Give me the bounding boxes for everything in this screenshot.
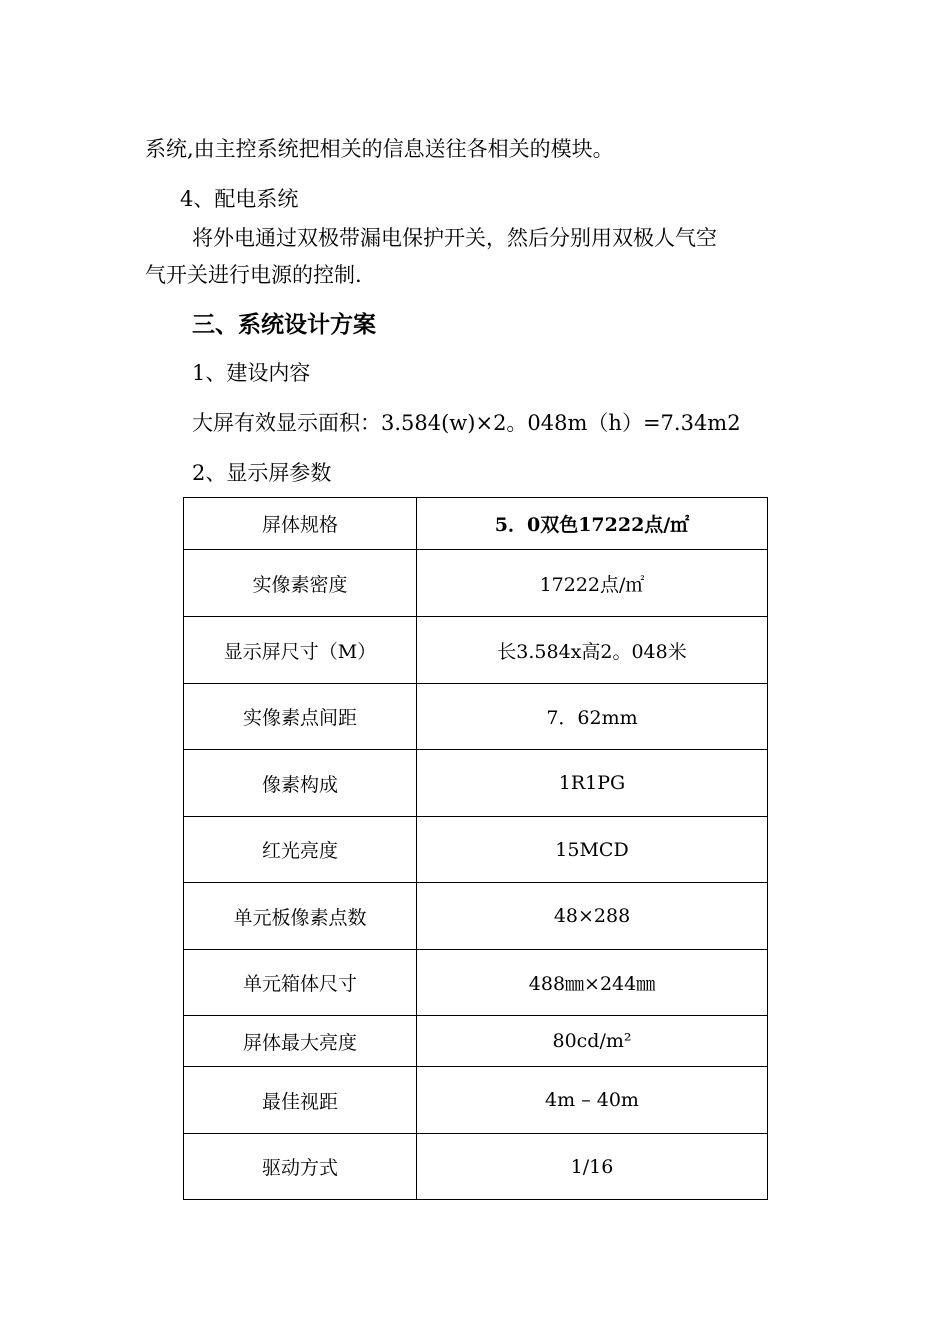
- table-row: [184, 1016, 768, 1067]
- table-cell-label: 屏体规格: [184, 498, 417, 550]
- table-cell-label: 实像素点间距: [184, 684, 417, 750]
- table-cell-value: 15MCD: [417, 817, 768, 883]
- table-cell-value: 7．62mm: [417, 684, 768, 750]
- table-cell-value: 488㎜×244㎜: [417, 950, 768, 1016]
- paragraph-text: 系统,由主控系统把相关的信息送往各相关的模块。: [145, 137, 614, 161]
- section-subheading-params: 2、显示屏参数: [192, 461, 332, 485]
- section-subheading-content: 1、建设内容: [192, 361, 311, 385]
- section-subheading-power: 4、配电系统: [180, 187, 299, 211]
- table-cell-value: 1/16: [417, 1134, 768, 1200]
- table-cell-value: 48×288: [417, 883, 768, 950]
- table-cell-value: 1R1PG: [417, 750, 768, 817]
- table-cell-value: 4m – 40m: [417, 1067, 768, 1134]
- table-cell-label: 显示屏尺寸（M）: [184, 617, 417, 684]
- table-cell-value: 80cd/m²: [417, 1016, 768, 1067]
- parameters-table: [183, 497, 768, 1200]
- table-row: [184, 817, 768, 883]
- table-cell-label: 单元板像素点数: [184, 883, 417, 950]
- table-cell-label: 像素构成: [184, 750, 417, 817]
- table-row: [184, 684, 768, 750]
- table-row: [184, 617, 768, 684]
- table-row: [184, 498, 768, 550]
- table-row: [184, 1134, 768, 1200]
- table-row: [184, 950, 768, 1016]
- paragraph-text: 大屏有效显示面积：3.584(w)×2。048m（h）=7.34m2: [192, 411, 741, 435]
- table-cell-label: 红光亮度: [184, 817, 417, 883]
- table-row: [184, 750, 768, 817]
- table-cell-value: 长3.584x高2。048米: [417, 617, 768, 684]
- table-row: [184, 550, 768, 617]
- section-heading: 三、系统设计方案: [192, 311, 376, 338]
- table-cell-label: 驱动方式: [184, 1134, 417, 1200]
- table-cell-label: 实像素密度: [184, 550, 417, 617]
- paragraph-text: 气开关进行电源的控制.: [145, 263, 362, 287]
- table-cell-label: 单元箱体尺寸: [184, 950, 417, 1016]
- table-row: [184, 1067, 768, 1134]
- table-cell-label: 屏体最大亮度: [184, 1016, 417, 1067]
- paragraph-text: 将外电通过双极带漏电保护开关，然后分别用双极人气空: [192, 226, 717, 250]
- table-cell-label: 最佳视距: [184, 1067, 417, 1134]
- table-cell-value: 17222点/㎡: [417, 550, 768, 617]
- table-cell-value: 5．0双色17222点/㎡: [417, 498, 768, 550]
- table-row: [184, 883, 768, 950]
